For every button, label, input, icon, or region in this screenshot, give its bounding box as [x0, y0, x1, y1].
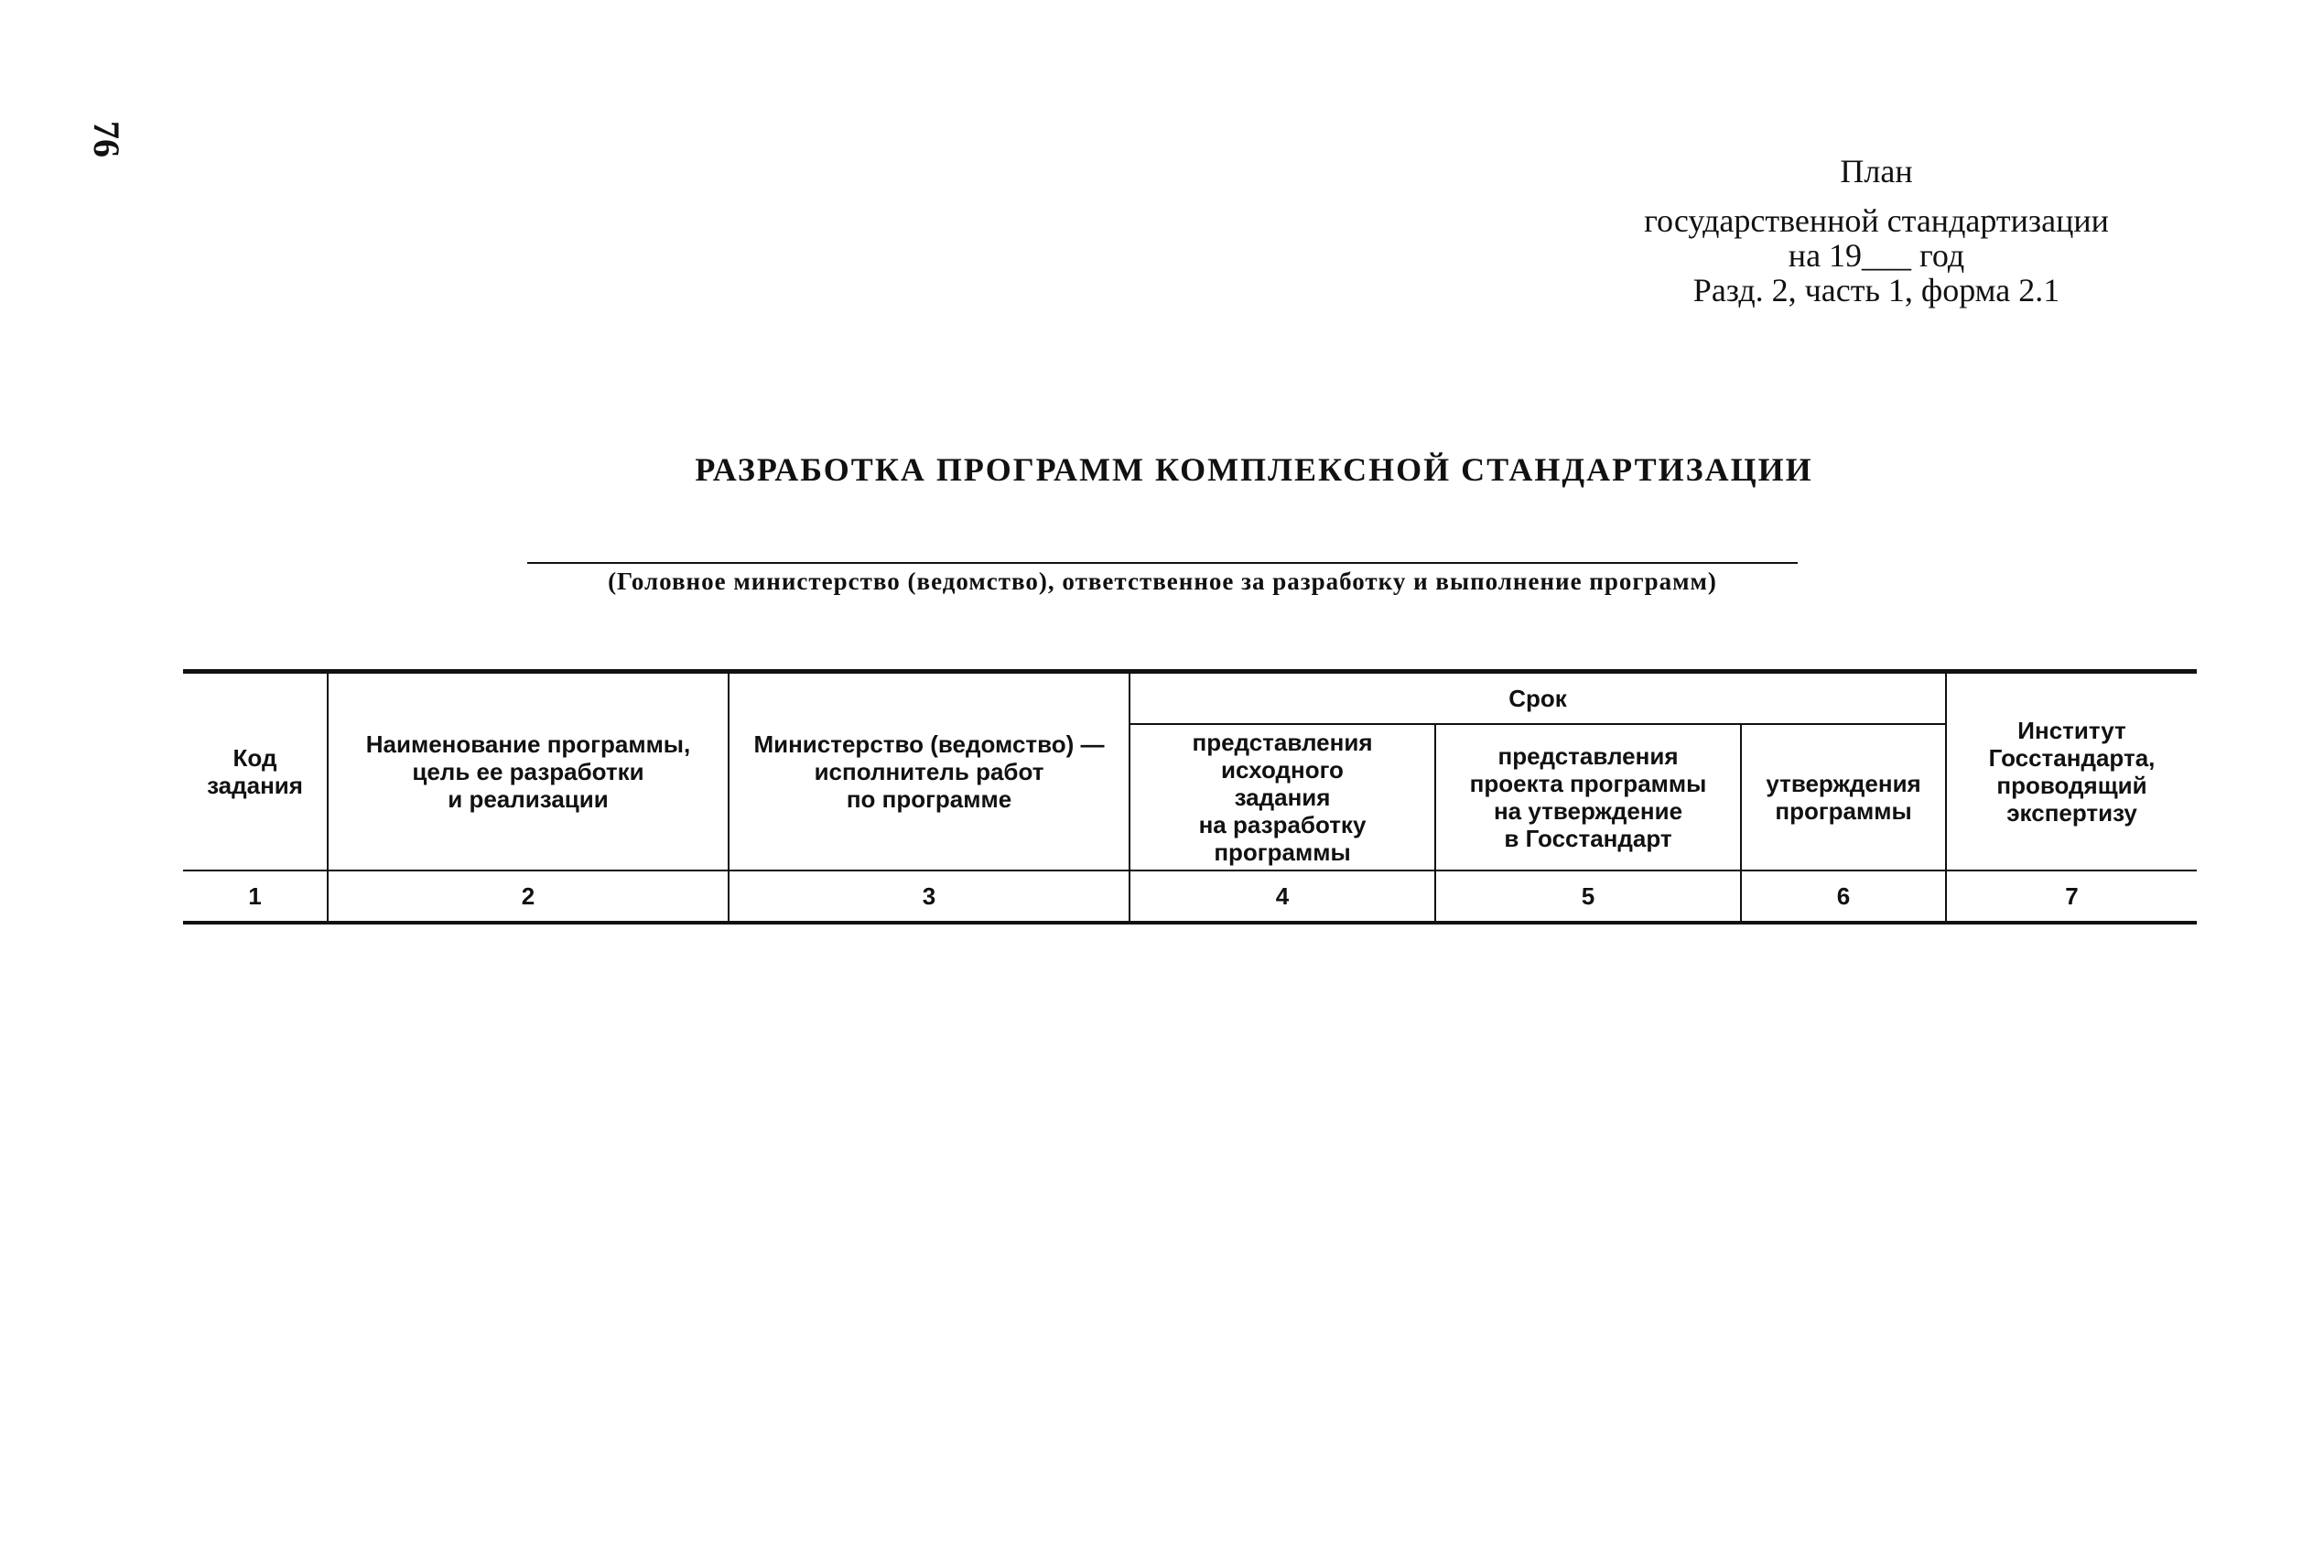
header-draft-submission-deadline: представления проекта программы на утверждение в Госстандарт [1435, 724, 1741, 871]
page-number: 76 [86, 121, 127, 157]
header-approval-deadline: утверждения программы [1741, 724, 1946, 871]
header-program-name: Наименование программы, цель ее разработки и реализации [328, 672, 729, 871]
form-reference [1593, 154, 2160, 308]
header-task-code: Код задания [183, 672, 328, 871]
header-ministry-executor: Министерство (ведомство) — исполнитель работ по программе [729, 672, 1130, 871]
table-header-row [183, 672, 2197, 725]
form-ref-line-2: на 19___ год [1788, 237, 1965, 274]
program-form-table [183, 669, 2197, 925]
header-initial-task-deadline: представления исходного задания на разработку программы [1130, 724, 1435, 871]
column-number: 4 [1130, 871, 1435, 923]
ministry-caption: (Головное министерство (ведомство), ответственное за разработку и выполнение программ) [608, 568, 1717, 595]
column-number: 7 [1946, 871, 2197, 923]
column-number-row [183, 871, 2197, 923]
form-ref-line-1: государственной стандартизации [1644, 202, 2109, 239]
column-number: 6 [1741, 871, 1946, 923]
column-number: 3 [729, 871, 1130, 923]
column-number: 5 [1435, 871, 1741, 923]
header-deadline-group: Срок [1130, 672, 1946, 725]
ministry-fill-line [527, 562, 1798, 564]
form-ref-line-3: Разд. 2, часть 1, форма 2.1 [1692, 272, 2060, 308]
column-number: 1 [183, 871, 328, 923]
column-number: 2 [328, 871, 729, 923]
form-ref-title: План [1840, 153, 1913, 189]
document-title: РАЗРАБОТКА ПРОГРАММ КОМПЛЕКСНОЙ СТАНДАРТИЗАЦИИ [695, 451, 1813, 488]
header-expert-institute: Институт Госстандарта, проводящий экспертизу [1946, 672, 2197, 871]
